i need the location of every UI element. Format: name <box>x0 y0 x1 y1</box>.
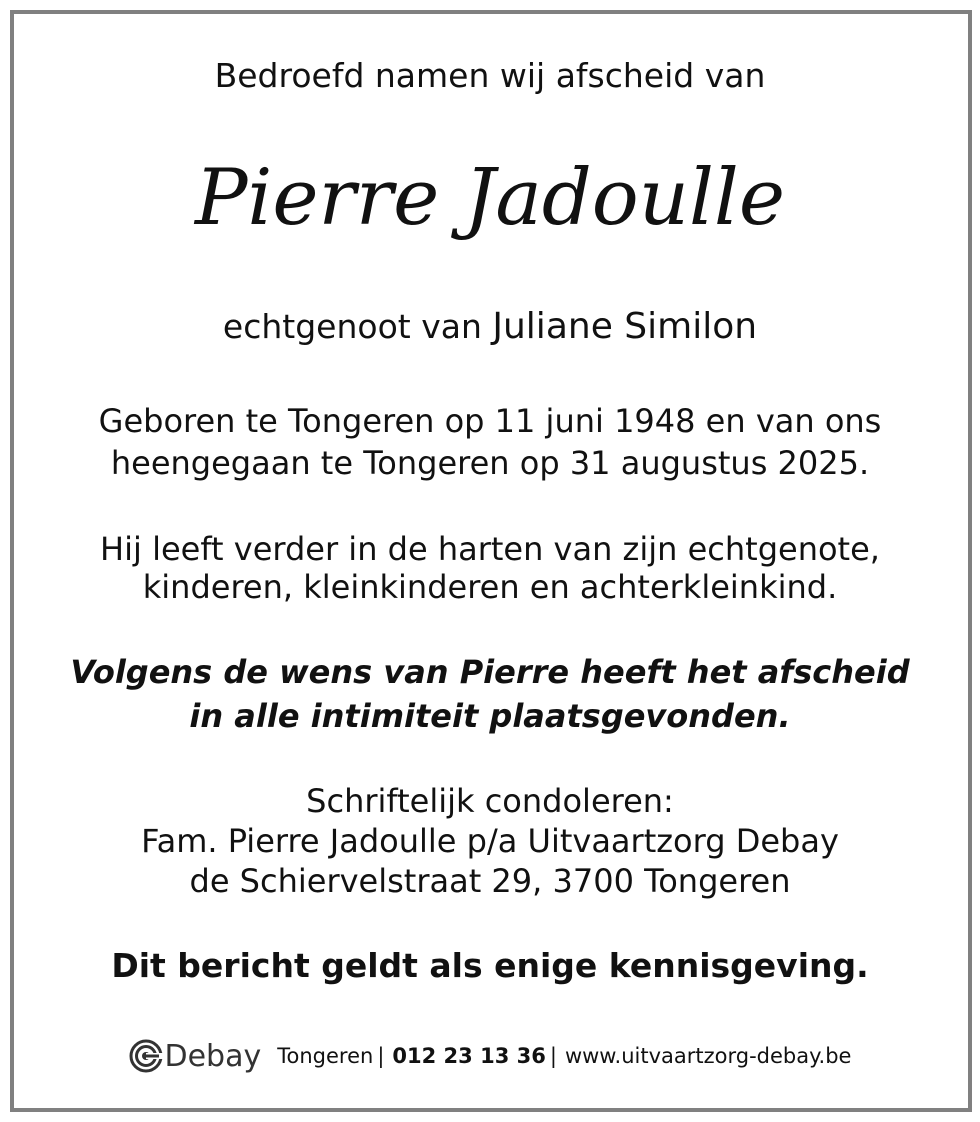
footer <box>0 1034 980 1078</box>
intro-text: Bedroefd namen wij afscheid van <box>214 56 766 95</box>
spouse-name: Juliane Similon <box>492 306 758 347</box>
footer-separator: | <box>549 1044 557 1068</box>
condolence-recipient: Fam. Pierre Jadoulle p/a Uitvaartzorg Debay <box>141 822 839 860</box>
footer-separator: | <box>377 1044 385 1068</box>
spouse-prefix: echtgenoot van <box>222 307 482 346</box>
footer-website: www.uitvaartzorg-debay.be <box>564 1044 852 1068</box>
condolence-address: de Schiervelstraat 29, 3700 Tongeren <box>189 862 791 900</box>
closing-statement: Dit bericht geldt als enige kennisgeving. <box>111 946 869 985</box>
debay-logo <box>129 1039 262 1074</box>
logo-text: Debay <box>164 1038 262 1074</box>
debay-logo-icon <box>129 1039 163 1073</box>
birth-death-line-1: Geboren te Tongeren op 11 juni 1948 en van ons <box>98 402 882 440</box>
wish-line-1: Volgens de wens van Pierre heeft het afscheid <box>70 653 910 691</box>
birth-death-line-2: heengegaan te Tongeren op 31 augustus 2025. <box>110 444 870 482</box>
footer-phone: 012 23 13 36 <box>392 1044 546 1068</box>
deceased-name: Pierre Jadoulle <box>194 153 786 243</box>
condolence-heading: Schriftelijk condoleren: <box>306 782 674 820</box>
survived-by-line-2: kinderen, kleinkinderen en achterkleinkind. <box>142 568 838 606</box>
footer-city: Tongeren <box>277 1044 374 1068</box>
wish-line-2: in alle intimiteit plaatsgevonden. <box>189 697 791 735</box>
spouse-line <box>0 306 980 348</box>
survived-by-line-1: Hij leeft verder in de harten van zijn echtgenote, <box>100 530 880 568</box>
